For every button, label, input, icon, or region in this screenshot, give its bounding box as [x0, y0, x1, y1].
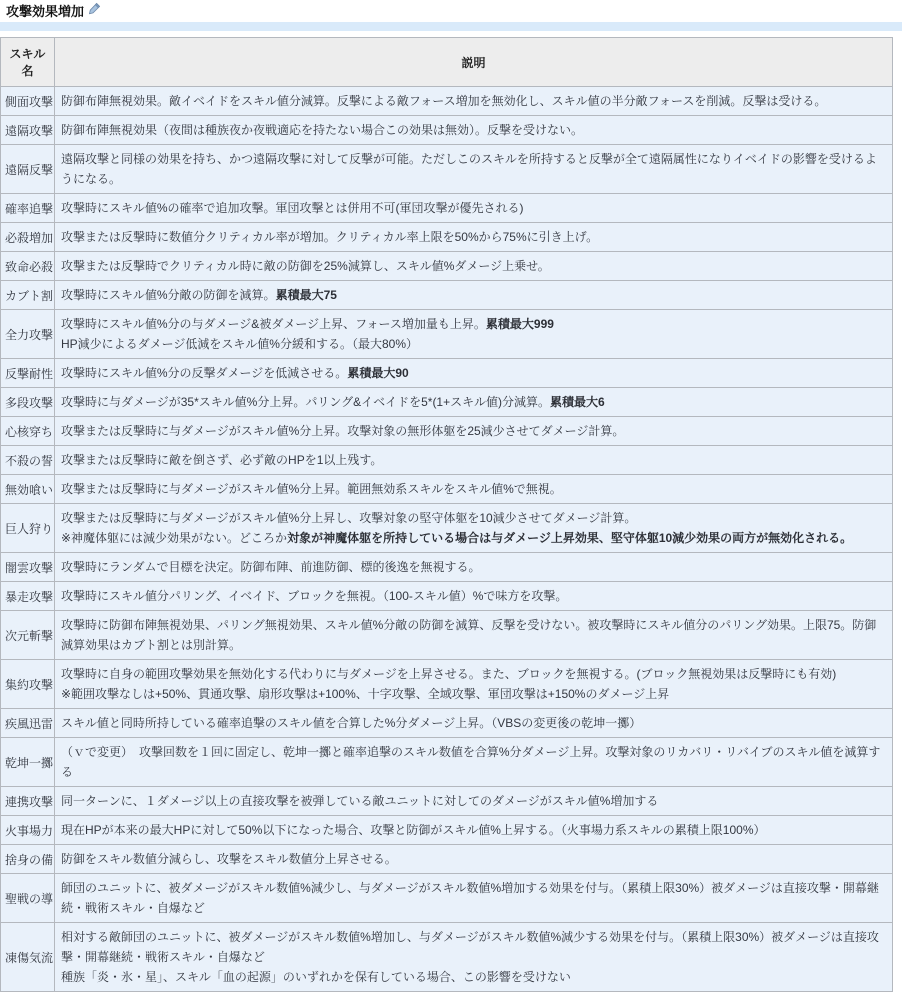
skill-name-cell: 多段攻撃 — [1, 388, 55, 417]
table-row — [1, 660, 893, 709]
skill-name-cell: 捨身の備 — [1, 845, 55, 874]
skill-description-cell — [55, 582, 893, 611]
skill-description-cell — [55, 252, 893, 281]
description-line: 防御布陣無視効果（夜間は種族夜か夜戦適応を持たない場合この効果は無効）。反撃を受けない。 — [61, 123, 584, 137]
skill-name-cell: 遠隔反撃 — [1, 145, 55, 194]
skill-description-cell — [55, 738, 893, 787]
skill-name-cell: 闇雲攻撃 — [1, 553, 55, 582]
skill-name-cell: 不殺の誓 — [1, 446, 55, 475]
page-heading — [0, 0, 902, 37]
description-line: 攻撃時にスキル値分パリング、イベイド、ブロックを無視。（100-スキル値）%で味方を攻撃。 — [61, 589, 568, 603]
table-row — [1, 359, 893, 388]
skill-description-cell — [55, 446, 893, 475]
skill-description-cell — [55, 611, 893, 660]
skill-name-cell: 必殺増加 — [1, 223, 55, 252]
skill-name-cell: 全力攻撃 — [1, 310, 55, 359]
skill-name-cell: 連携攻撃 — [1, 787, 55, 816]
table-row — [1, 223, 893, 252]
skill-name-cell: 遠隔攻撃 — [1, 116, 55, 145]
description-line: 相対する敵師団のユニットに、被ダメージがスキル数値%増加し、与ダメージがスキル数値%減少する効果を付与。（累積上限30%）被ダメージは直接攻撃・開幕継続・戦術スキル・自爆など — [61, 930, 879, 964]
skill-name-cell: 側面攻撃 — [1, 87, 55, 116]
description-line: 攻撃時にスキル値%分の与ダメージ&被ダメージ上昇、フォース増加量も上昇。累積最大999 — [61, 317, 554, 331]
table-row — [1, 816, 893, 845]
skill-name-cell: 確率追撃 — [1, 194, 55, 223]
description-line: 攻撃時に自身の範囲攻撃効果を無効化する代わりに与ダメージを上昇させる。また、ブロックを無視する。(ブロック無視効果は反撃時にも有効) — [61, 667, 837, 681]
skill-name-cell: 反撃耐性 — [1, 359, 55, 388]
description-line: スキル値と同時所持している確率追撃のスキル値を合算した%分ダメージ上昇。（VBSの変更後の乾坤一擲） — [61, 716, 642, 730]
description-line: 遠隔攻撃と同様の効果を持ち、かつ遠隔攻撃に対して反撃が可能。ただしこのスキルを所持すると反撃が全て遠隔属性になりイベイドの影響を受けるようになる。 — [61, 152, 877, 186]
description-line: 攻撃時にランダムで目標を決定。防御布陣、前進防御、標的後逸を無視する。 — [61, 560, 481, 574]
table-row — [1, 611, 893, 660]
description-line: 攻撃時にスキル値%分の反撃ダメージを低減させる。累積最大90 — [61, 366, 409, 380]
skill-description-cell — [55, 359, 893, 388]
description-line: 攻撃または反撃時に与ダメージがスキル値%分上昇。攻撃対象の無形体躯を25減少させてダメージ計算。 — [61, 424, 625, 438]
band-gap — [0, 31, 902, 37]
skill-name-cell: 無効喰い — [1, 475, 55, 504]
skill-description-cell — [55, 417, 893, 446]
description-line: 攻撃または反撃時に敵を倒さず、必ず敵のHPを1以上残す。 — [61, 453, 383, 467]
table-row — [1, 923, 893, 992]
description-line: 同一ターンに、１ダメージ以上の直接攻撃を被弾している敵ユニットに対してのダメージがスキル値%増加する — [61, 794, 659, 808]
description-line: 防御をスキル数値分減らし、攻撃をスキル数値分上昇させる。 — [61, 852, 397, 866]
skill-description-cell — [55, 660, 893, 709]
description-line: HP減少によるダメージ低減をスキル値%分緩和する。（最大80%） — [61, 337, 418, 351]
table-row — [1, 388, 893, 417]
table-row — [1, 787, 893, 816]
heading-underline-band — [0, 22, 902, 31]
table-row — [1, 475, 893, 504]
table-row — [1, 738, 893, 787]
description-line: （ｖで変更） 攻撃回数を１回に固定し、乾坤一擲と確率追撃のスキル数値を合算%分ダメージ上昇。攻撃対象のリカバリ・リバイブのスキル値を減算する — [61, 745, 881, 779]
table-row — [1, 504, 893, 553]
table-row — [1, 845, 893, 874]
table-header — [1, 38, 893, 87]
header-row — [1, 38, 893, 87]
skill-name-cell: 集約攻撃 — [1, 660, 55, 709]
table-row — [1, 553, 893, 582]
table-row — [1, 116, 893, 145]
skill-description-cell — [55, 116, 893, 145]
skill-description-cell — [55, 504, 893, 553]
skill-description-cell — [55, 388, 893, 417]
description-line: 防御布陣無視効果。敵イベイドをスキル値分減算。反撃による敵フォース増加を無効化し、スキル値の半分敵フォースを削減。反撃は受ける。 — [61, 94, 827, 108]
skill-description-cell — [55, 281, 893, 310]
description-line: 攻撃または反撃時に与ダメージがスキル値%分上昇。範囲無効系スキルをスキル値%で無視。 — [61, 482, 562, 496]
skill-name-cell: 致命必殺 — [1, 252, 55, 281]
skill-description-cell — [55, 553, 893, 582]
description-line: 種族「炎・氷・星」、スキル「血の起源」のいずれかを保有している場合、この影響を受けない — [61, 970, 571, 984]
description-line: 攻撃または反撃時に与ダメージがスキル値%分上昇し、攻撃対象の堅守体躯を10減少させてダメージ計算。 — [61, 511, 637, 525]
skill-description-cell — [55, 923, 893, 992]
description-line: 攻撃時に防御布陣無視効果、パリング無視効果、スキル値%分敵の防御を減算、反撃を受けない。被攻撃時にスキル値分のパリング効果。上限75。防御減算効果はカブト割とは別計算。 — [61, 618, 877, 652]
table-row — [1, 145, 893, 194]
page-title: 攻撃効果増加 — [6, 4, 85, 19]
table-row — [1, 709, 893, 738]
skill-description-cell — [55, 475, 893, 504]
skill-name-cell: 巨人狩り — [1, 504, 55, 553]
skill-description-cell — [55, 194, 893, 223]
description-header: 説明 — [55, 38, 893, 87]
table-row — [1, 446, 893, 475]
table-row — [1, 87, 893, 116]
skill-name-header: スキル名 — [1, 38, 55, 87]
skill-table-body — [1, 87, 893, 992]
skill-name-cell: 凍傷気流 — [1, 923, 55, 992]
skill-description-cell — [55, 709, 893, 738]
skill-name-cell: カブト割 — [1, 281, 55, 310]
table-row — [1, 310, 893, 359]
skill-description-cell — [55, 845, 893, 874]
skill-name-cell: 心核穿ち — [1, 417, 55, 446]
skill-description-cell — [55, 145, 893, 194]
description-line: 攻撃または反撃時でクリティカル時に敵の防御を25%減算し、スキル値%ダメージ上乗せ。 — [61, 259, 550, 273]
skill-name-cell: 暴走攻撃 — [1, 582, 55, 611]
description-line: 攻撃時にスキル値%分敵の防御を減算。累積最大75 — [61, 288, 337, 302]
skill-description-cell — [55, 874, 893, 923]
skill-effects-table — [0, 37, 893, 992]
skill-description-cell — [55, 816, 893, 845]
description-line: ※範囲攻撃なしは+50%、貫通攻撃、扇形攻撃は+100%、十字攻撃、全域攻撃、軍団攻撃は+150%のダメージ上昇 — [61, 687, 670, 701]
description-line: 攻撃時にスキル値%の確率で追加攻撃。軍団攻撃とは併用不可(軍団攻撃が優先される) — [61, 201, 524, 215]
skill-description-cell — [55, 87, 893, 116]
table-row — [1, 281, 893, 310]
skill-description-cell — [55, 310, 893, 359]
table-row — [1, 582, 893, 611]
skill-description-cell — [55, 223, 893, 252]
skill-name-cell: 次元斬撃 — [1, 611, 55, 660]
table-row — [1, 874, 893, 923]
table-row — [1, 194, 893, 223]
table-row — [1, 252, 893, 281]
description-line: 現在HPが本来の最大HPに対して50%以下になった場合、攻撃と防御がスキル値%上昇する。（火事場力系スキルの累積上限100%） — [61, 823, 766, 837]
edit-pencil-icon[interactable] — [88, 2, 101, 15]
skill-name-cell: 聖戦の導 — [1, 874, 55, 923]
description-line: 攻撃または反撃時に数値分クリティカル率が増加。クリティカル率上限を50%から75%に引き上げ。 — [61, 230, 599, 244]
description-line: ※神魔体躯には減少効果がない。どころか対象が神魔体躯を所持している場合は与ダメージ上昇効果、堅守体躯10減少効果の両方が無効化される。 — [61, 531, 853, 545]
skill-name-cell: 疾風迅雷 — [1, 709, 55, 738]
skill-name-cell: 乾坤一擲 — [1, 738, 55, 787]
description-line: 師団のユニットに、被ダメージがスキル数値%減少し、与ダメージがスキル数値%増加する効果を付与。（累積上限30%）被ダメージは直接攻撃・開幕継続・戦術スキル・自爆など — [61, 881, 879, 915]
table-row — [1, 417, 893, 446]
skill-name-cell: 火事場力 — [1, 816, 55, 845]
description-line: 攻撃時に与ダメージが35*スキル値%分上昇。パリング&イベイドを5*(1+スキル値)分減算。累積最大6 — [61, 395, 605, 409]
skill-description-cell — [55, 787, 893, 816]
